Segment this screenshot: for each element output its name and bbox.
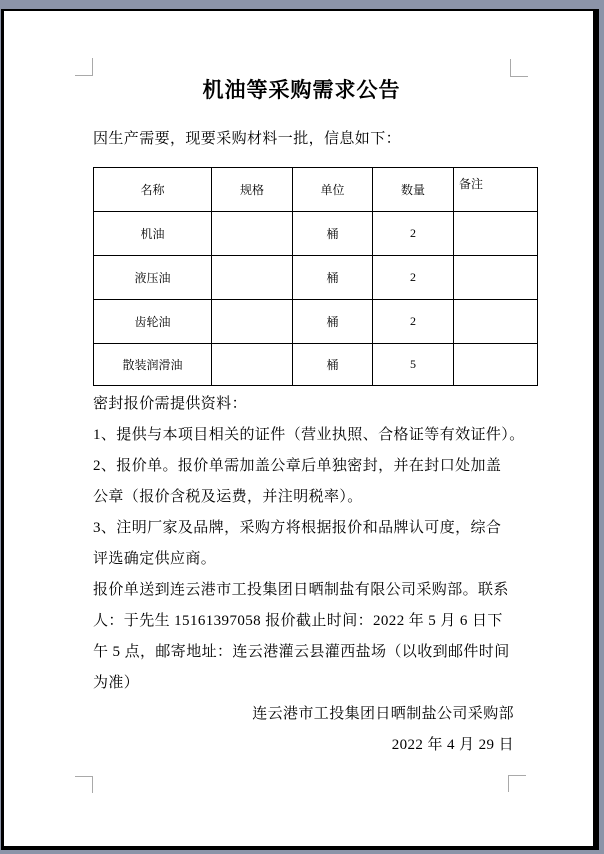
margin-crop-mark-top-right <box>510 59 528 77</box>
body-line: 人：于先生 15161397058 报价截止时间：2022 年 5 月 6 日下 <box>93 613 503 629</box>
margin-crop-mark-bottom-right <box>508 775 526 792</box>
table-row <box>94 256 538 300</box>
table-cell: 齿轮油 <box>94 300 212 344</box>
table-row <box>94 344 538 386</box>
signature-line: 连云港市工投集团日晒制盐公司采购部 <box>252 706 514 722</box>
table-cell <box>212 256 293 300</box>
body-line: 1、提供与本项目相关的证件（营业执照、合格证等有效证件）。 <box>93 427 525 443</box>
header-cell: 规格 <box>212 168 293 212</box>
body-line: 2、报价单。报价单需加盖公章后单独密封，并在封口处加盖 <box>93 458 502 474</box>
table-cell: 散装润滑油 <box>94 344 212 386</box>
document-title: 机油等采购需求公告 <box>202 78 401 102</box>
table-cell: 桶 <box>293 344 373 386</box>
table-cell: 5 <box>373 344 454 386</box>
body-line: 报价单送到连云港市工投集团日晒制盐有限公司采购部。联系 <box>93 582 509 598</box>
header-cell: 单位 <box>293 168 373 212</box>
header-cell: 名称 <box>94 168 212 212</box>
table-cell: 桶 <box>293 300 373 344</box>
table-cell <box>454 344 538 386</box>
signature-line: 2022 年 4 月 29 日 <box>391 737 514 753</box>
table-cell: 桶 <box>293 212 373 256</box>
table-cell: 桶 <box>293 256 373 300</box>
body-line: 午 5 点，邮寄地址：连云港灌云县灌西盐场（以收到邮件时间 <box>93 644 510 660</box>
table-cell <box>212 300 293 344</box>
table-cell: 2 <box>373 300 454 344</box>
body-text <box>93 389 525 761</box>
table-cell <box>454 300 538 344</box>
table-cell <box>454 256 538 300</box>
header-cell: 数量 <box>373 168 454 212</box>
body-line: 评选确定供应商。 <box>93 551 217 567</box>
body-line: 为准） <box>93 675 140 691</box>
table-body <box>94 212 538 386</box>
table-header-row <box>94 168 538 212</box>
body-line: 公章（报价含税及运费，并注明税率）。 <box>93 489 363 505</box>
table-row <box>94 300 538 344</box>
table-cell <box>454 212 538 256</box>
table-row <box>94 212 538 256</box>
table-cell: 2 <box>373 256 454 300</box>
header-cell: 备注 <box>454 168 538 212</box>
margin-crop-mark-bottom-left <box>75 776 93 793</box>
body-line: 3、注明厂家及品牌，采购方将根据报价和品牌认可度，综合 <box>93 520 502 536</box>
body-line: 密封报价需提供资料： <box>93 396 248 412</box>
intro-paragraph: 因生产需要，现要采购材料一批，信息如下： <box>93 131 402 147</box>
table-cell: 液压油 <box>94 256 212 300</box>
table-cell <box>212 344 293 386</box>
margin-crop-mark-top-left <box>75 58 93 76</box>
table-cell: 机油 <box>94 212 212 256</box>
table-cell <box>212 212 293 256</box>
document-page[interactable] <box>1 9 599 850</box>
table-cell: 2 <box>373 212 454 256</box>
procurement-table <box>93 167 538 386</box>
